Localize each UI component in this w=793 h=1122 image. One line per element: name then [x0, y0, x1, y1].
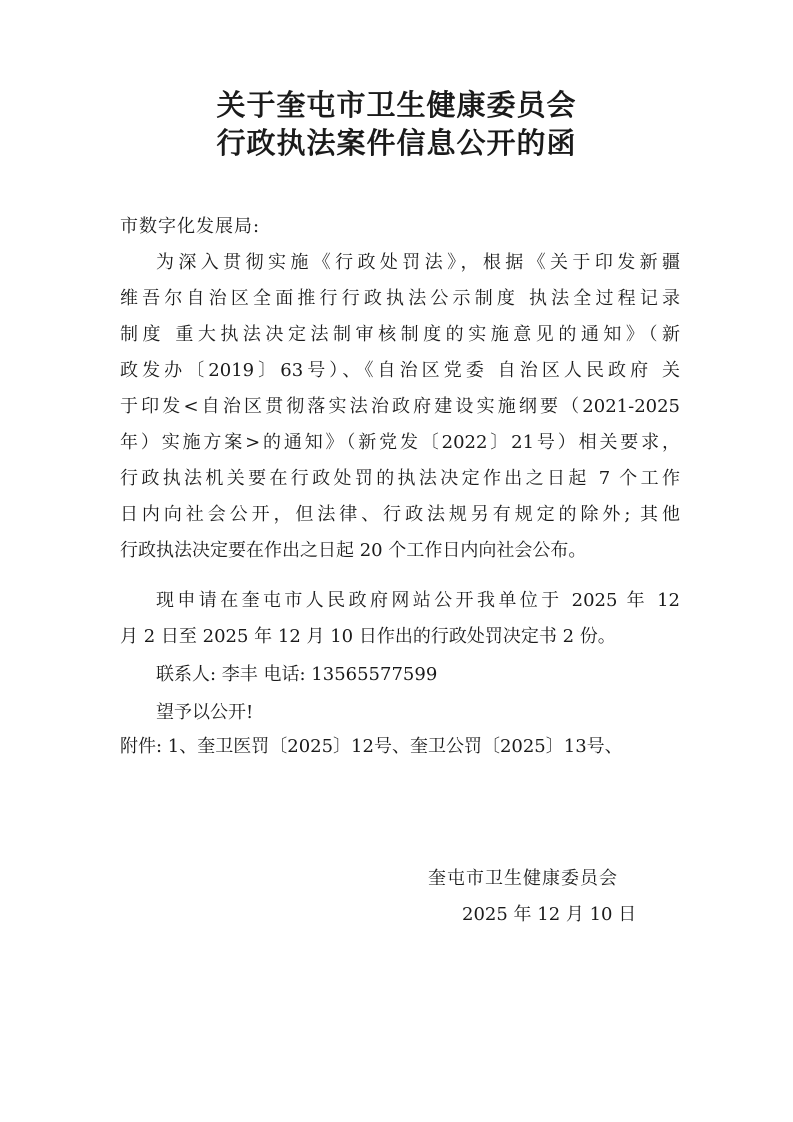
attachment-line: 附件: 1、奎卫医罚〔2025〕12号、奎卫公罚〔2025〕13号、 [120, 736, 623, 757]
paragraph-1-line-2: 维吾尔自治区全面推行行政执法公示制度 执法全过程记录 [120, 288, 680, 309]
document-title-line-1: 关于奎屯市卫生健康委员会 [216, 88, 577, 122]
document-title-line-2: 行政执法案件信息公开的函 [216, 126, 577, 160]
paragraph-1-line-7: 行政执法机关要在行政处罚的执法决定作出之日起 7 个工作 [120, 468, 680, 489]
paragraph-1-line-9: 行政执法决定要在作出之日起 20 个工作日内向社会公布。 [120, 540, 587, 561]
contact-line: 联系人: 李丰 电话: 13565577599 [156, 664, 438, 685]
paragraph-1-line-1: 为深入贯彻实施《行政处罚法》，根据《关于印发新疆 [156, 252, 680, 273]
paragraph-1-line-5: 于印发<自治区贯彻落实法治政府建设实施纲要（2021-2025 [120, 396, 680, 417]
signature-organization: 奎屯市卫生健康委员会 [428, 868, 618, 889]
signature-date: 2025 年 12 月 10 日 [462, 904, 637, 925]
paragraph-1-line-6: 年）实施方案>的通知》（新党发〔2022〕21号）相关要求， [120, 432, 680, 453]
paragraph-1-line-8: 日内向社会公开，但法律、行政法规另有规定的除外; 其他 [120, 504, 680, 525]
paragraph-2-line-1: 现申请在奎屯市人民政府网站公开我单位于 2025 年 12 [156, 590, 680, 611]
paragraph-1-line-4: 政发办〔2019〕63号）、《自治区党委 自治区人民政府 关 [120, 360, 680, 381]
paragraph-2-line-2: 月 2 日至 2025 年 12 月 10 日作出的行政处罚决定书 2 份。 [120, 626, 616, 647]
paragraph-1-line-3: 制度 重大执法决定法制审核制度的实施意见的通知》（新 [120, 324, 680, 345]
closing-line: 望予以公开! [156, 702, 254, 723]
salutation: 市数字化发展局: [120, 216, 261, 237]
